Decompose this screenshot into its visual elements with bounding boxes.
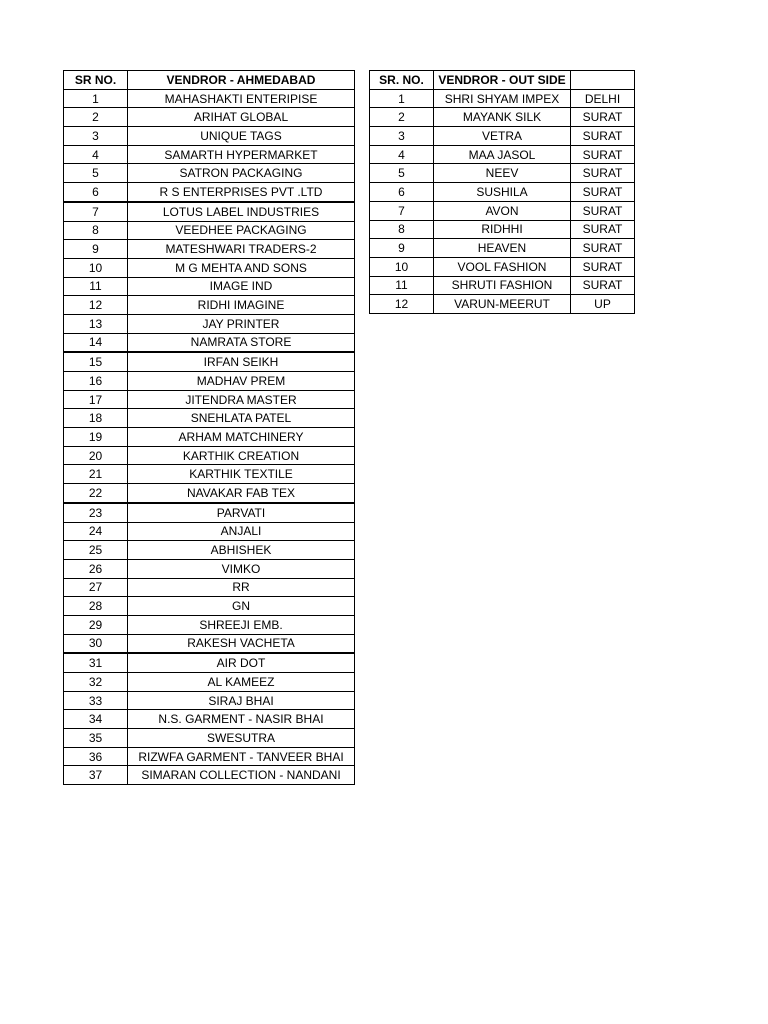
table-row [64,503,355,522]
sr-no-cell: 27 [64,578,128,597]
vendor-name-cell: MATESHWARI TRADERS-2 [128,240,355,259]
vendor-name-cell: IMAGE IND [128,277,355,296]
vendor-name-cell: LOTUS LABEL INDUSTRIES [128,202,355,221]
sr-no-cell: 11 [370,276,434,295]
sr-no-cell: 24 [64,522,128,541]
sr-no-cell: 3 [64,127,128,146]
vendor-name-cell: MADHAV PREM [128,372,355,391]
vendor-name-cell: SAMARTH HYPERMARKET [128,145,355,164]
sr-no-cell: 7 [370,201,434,220]
table-row [64,221,355,240]
sr-no-cell: 7 [64,202,128,221]
table-row [64,183,355,202]
sr-no-header: SR NO. [64,71,128,90]
city-cell: SURAT [571,108,635,127]
table-row [64,710,355,729]
sr-no-cell: 9 [370,239,434,258]
ahmedabad-vendor-table [63,70,355,785]
sr-no-cell: 26 [64,559,128,578]
table-row [370,239,635,258]
table-header-row [370,71,635,90]
sr-no-cell: 12 [64,296,128,315]
vendor-name-cell: SHRUTI FASHION [434,276,571,295]
table-row [64,108,355,127]
table-row [64,766,355,785]
table-row [370,183,635,202]
vendor-ahmedabad-header: VENDROR - AHMEDABAD [128,71,355,90]
table-row [64,484,355,503]
vendor-name-cell: R S ENTERPRISES PVT .LTD [128,183,355,202]
table-row [64,314,355,333]
sr-no-cell: 8 [370,220,434,239]
vendor-name-cell: SUSHILA [434,183,571,202]
sr-no-cell: 28 [64,597,128,616]
sr-no-cell: 15 [64,352,128,371]
vendor-name-cell: PARVATI [128,503,355,522]
vendor-name-cell: NAMRATA STORE [128,333,355,352]
table-row [64,729,355,748]
sr-no-cell: 10 [370,257,434,276]
vendor-name-cell: SIMARAN COLLECTION - NANDANI [128,766,355,785]
table-row [370,89,635,108]
vendor-name-cell: KARTHIK CREATION [128,446,355,465]
sr-no-cell: 6 [370,183,434,202]
table-row [64,145,355,164]
table-row [64,409,355,428]
vendor-name-cell: JITENDRA MASTER [128,390,355,409]
vendor-name-cell: SNEHLATA PATEL [128,409,355,428]
vendor-name-cell: NAVAKAR FAB TEX [128,484,355,503]
vendor-name-cell: JAY PRINTER [128,314,355,333]
sr-no-cell: 34 [64,710,128,729]
vendor-name-cell: ARIHAT GLOBAL [128,108,355,127]
vendor-name-cell: UNIQUE TAGS [128,127,355,146]
city-cell: SURAT [571,164,635,183]
sr-no-cell: 1 [64,89,128,108]
city-cell: SURAT [571,276,635,295]
sr-no-cell: 19 [64,428,128,447]
table-row [64,372,355,391]
sr-no-cell: 30 [64,634,128,653]
table-row [64,428,355,447]
table-row [64,653,355,672]
sr-no-cell: 14 [64,333,128,352]
sr-no-cell: 37 [64,766,128,785]
sr-no-cell: 2 [370,108,434,127]
table-row [64,522,355,541]
vendor-name-cell: SATRON PACKAGING [128,164,355,183]
table-row [64,164,355,183]
vendor-name-cell: VETRA [434,127,571,146]
city-cell: SURAT [571,145,635,164]
table-row [64,390,355,409]
table-row [64,597,355,616]
table-row [370,276,635,295]
sr-no-cell: 10 [64,258,128,277]
table-row [64,578,355,597]
sr-no-cell: 35 [64,729,128,748]
vendor-name-cell: SHRI SHYAM IMPEX [434,89,571,108]
sr-no-cell: 3 [370,127,434,146]
vendor-name-cell: KARTHIK TEXTILE [128,465,355,484]
vendor-name-cell: VOOL FASHION [434,257,571,276]
sr-no-cell: 33 [64,691,128,710]
table-row [64,446,355,465]
sr-no-cell: 4 [370,145,434,164]
sr-no-cell: 2 [64,108,128,127]
vendor-name-cell: AL KAMEEZ [128,673,355,692]
sr-no-cell: 22 [64,484,128,503]
sr-no-cell: 5 [370,164,434,183]
outside-vendor-rows [370,89,635,313]
vendor-name-cell: HEAVEN [434,239,571,258]
vendor-name-cell: ANJALI [128,522,355,541]
sr-no-cell: 20 [64,446,128,465]
city-cell: SURAT [571,127,635,146]
vendor-name-cell: M G MEHTA AND SONS [128,258,355,277]
sr-no-cell: 16 [64,372,128,391]
sr-no-cell: 5 [64,164,128,183]
city-cell: SURAT [571,239,635,258]
vendor-name-cell: RIDHHI [434,220,571,239]
vendor-name-cell: VEEDHEE PACKAGING [128,221,355,240]
sr-no-cell: 4 [64,145,128,164]
city-cell: SURAT [571,220,635,239]
table-row [64,673,355,692]
table-header-row [64,71,355,90]
table-row [370,257,635,276]
city-cell: SURAT [571,257,635,276]
sr-no-cell: 25 [64,541,128,560]
table-row [370,108,635,127]
vendor-name-cell: NEEV [434,164,571,183]
vendor-name-cell: AIR DOT [128,653,355,672]
city-cell: SURAT [571,201,635,220]
sr-no-cell: 17 [64,390,128,409]
table-row [370,164,635,183]
vendor-name-cell: IRFAN SEIKH [128,352,355,371]
vendor-name-cell: RAKESH VACHETA [128,634,355,653]
vendor-name-cell: MAYANK SILK [434,108,571,127]
table-row [370,220,635,239]
sr-no-cell: 13 [64,314,128,333]
table-row [64,465,355,484]
vendor-name-cell: MAHASHAKTI ENTERIPISE [128,89,355,108]
vendor-name-cell: GN [128,597,355,616]
vendor-name-cell: ABHISHEK [128,541,355,560]
sr-no-cell: 6 [64,183,128,202]
table-row [370,145,635,164]
sr-no-cell: 29 [64,615,128,634]
table-row [64,89,355,108]
ahmedabad-vendor-rows [64,89,355,784]
vendor-name-cell: RIZWFA GARMENT - TANVEER BHAI [128,747,355,766]
table-row [370,201,635,220]
city-header [571,71,635,90]
vendor-name-cell: SIRAJ BHAI [128,691,355,710]
table-row [64,352,355,371]
vendor-name-cell: SHREEJI EMB. [128,615,355,634]
table-row [64,541,355,560]
table-row [64,747,355,766]
sr-no-cell: 18 [64,409,128,428]
vendor-name-cell: AVON [434,201,571,220]
outside-vendor-table [369,70,635,314]
table-row [64,691,355,710]
sr-no-cell: 31 [64,653,128,672]
table-row [64,615,355,634]
sr-no-cell: 9 [64,240,128,259]
sr-no-cell: 11 [64,277,128,296]
vendor-name-cell: MAA JASOL [434,145,571,164]
table-row [64,333,355,352]
city-cell: DELHI [571,89,635,108]
table-row [370,127,635,146]
vendor-name-cell: RIDHI IMAGINE [128,296,355,315]
table-row [64,258,355,277]
table-row [64,240,355,259]
sr-no-cell: 32 [64,673,128,692]
sr-no-cell: 12 [370,295,434,314]
vendor-name-cell: SWESUTRA [128,729,355,748]
sr-no-cell: 36 [64,747,128,766]
table-row [64,127,355,146]
sr-no-cell: 1 [370,89,434,108]
sr-no-cell: 21 [64,465,128,484]
table-row [64,277,355,296]
city-cell: SURAT [571,183,635,202]
city-cell: UP [571,295,635,314]
table-row [64,559,355,578]
vendor-outside-header: VENDROR - OUT SIDE [434,71,571,90]
vendor-name-cell: RR [128,578,355,597]
sr-no-cell: 8 [64,221,128,240]
vendor-name-cell: VIMKO [128,559,355,578]
table-row [64,202,355,221]
table-row [64,296,355,315]
table-row [370,295,635,314]
vendor-name-cell: N.S. GARMENT - NASIR BHAI [128,710,355,729]
sr-no-header: SR. NO. [370,71,434,90]
table-row [64,634,355,653]
vendor-name-cell: ARHAM MATCHINERY [128,428,355,447]
vendor-name-cell: VARUN-MEERUT [434,295,571,314]
sr-no-cell: 23 [64,503,128,522]
